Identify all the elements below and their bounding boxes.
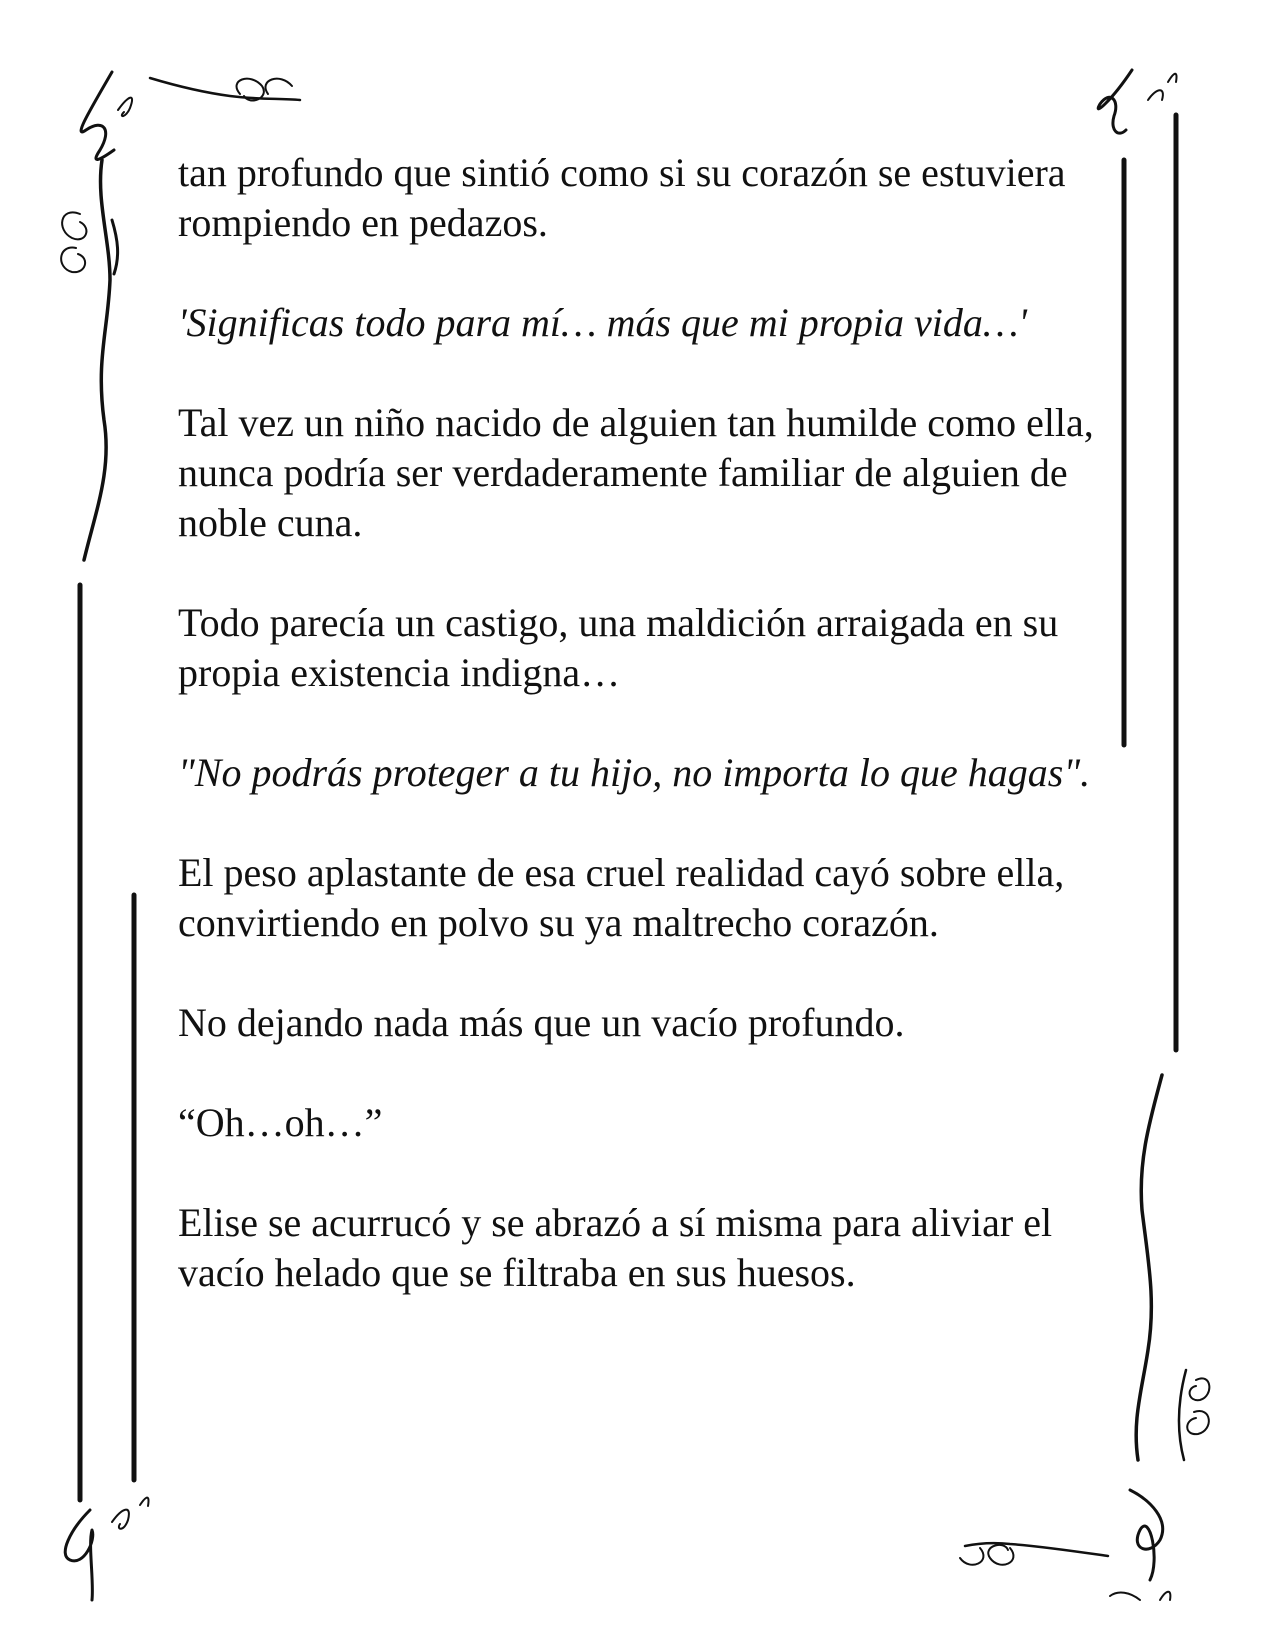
- paragraph: “Oh…oh…”: [178, 1100, 383, 1145]
- paragraph: Elise se acurrucó y se abrazó a sí misma para aliviar el vacío helado que se filtraba en sus huesos.: [178, 1200, 1053, 1295]
- paragraph: 'Significas todo para mí… más que mi propia vida…': [178, 300, 1027, 345]
- paragraph: No dejando nada más que un vacío profundo.: [178, 1000, 905, 1045]
- flourish-bottom-left-icon: [65, 1498, 148, 1600]
- flourish-top-right-icon: [1098, 70, 1176, 133]
- paragraph: El peso aplastante de esa cruel realidad cayó sobre ella, convirtiendo en polvo su ya maltrecho corazón.: [178, 850, 1065, 945]
- paragraph: Todo parecía un castigo, una maldición arraigada en su propia existencia indigna…: [178, 600, 1059, 695]
- paragraph: Tal vez un niño nacido de alguien tan humilde como ella, nunca podría ser verdaderamente familiar de alguien de noble cuna.: [178, 400, 1094, 545]
- document-body: [178, 148, 1118, 1298]
- paragraph: tan profundo que sintió como si su corazón se estuviera rompiendo en pedazos.: [178, 150, 1066, 245]
- paragraph: "No podrás proteger a tu hijo, no importa lo que hagas".: [178, 750, 1091, 795]
